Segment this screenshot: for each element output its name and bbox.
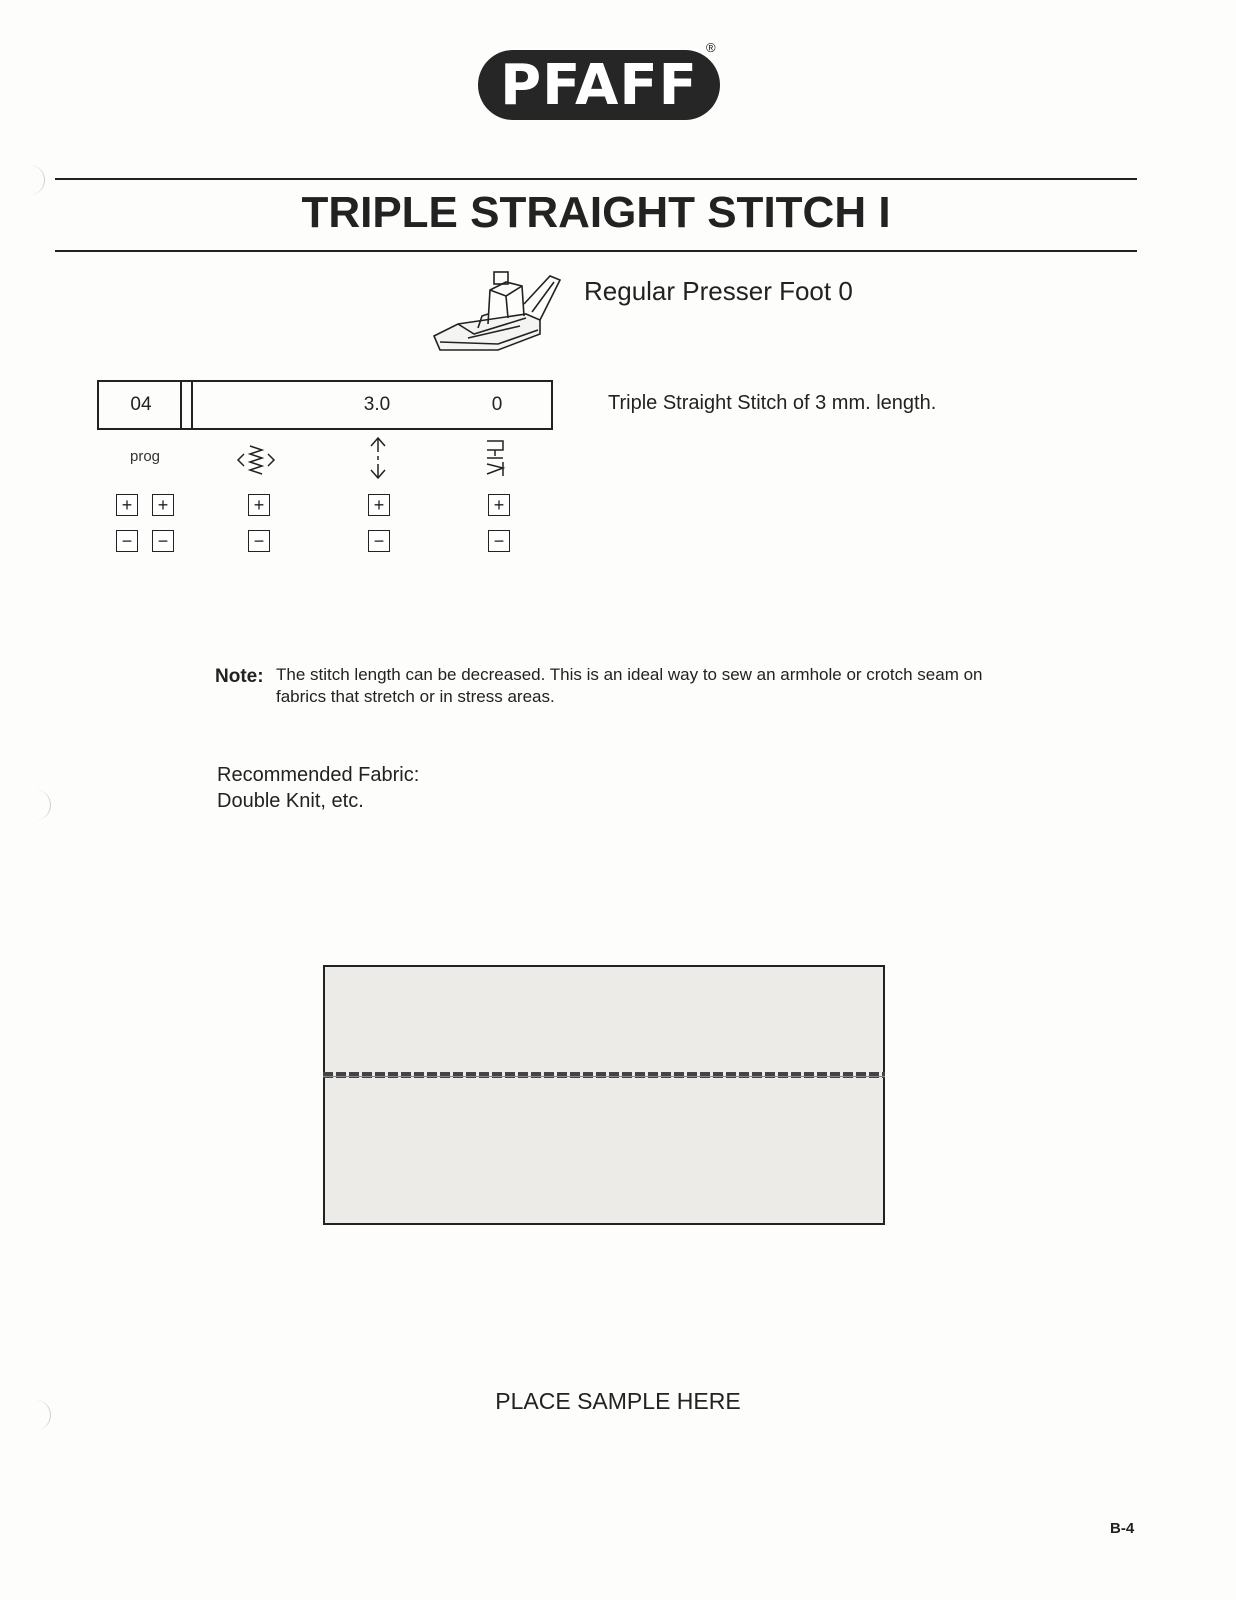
binder-hole-top [30,165,45,195]
stitch-length-value: 3.0 [363,394,391,415]
needle-position-plus-button[interactable]: + [488,494,510,516]
note-text: The stitch length can be decreased. This is an ideal way to sew an armhole or crotch seam on fabrics that stretch or in stress areas. [276,665,983,706]
stitch-width-minus-button[interactable]: − [248,530,270,552]
zigzag-width-icon [236,440,276,480]
binder-hole-middle [36,790,51,820]
prog-units-minus-button[interactable]: − [152,530,174,552]
needle-position-icon [484,438,506,478]
sample-area [323,965,885,1225]
stitch-line-sample [323,1072,885,1078]
page-number: B-4 [1110,1520,1135,1537]
sample-caption: PLACE SAMPLE HERE [495,1388,741,1414]
note-label: Note: [215,666,264,687]
pfaff-logo: PFAFF [478,50,720,120]
needle-position-value: 0 [491,394,503,415]
prog-tens-minus-button[interactable]: − [116,530,138,552]
prog-units-plus-button[interactable]: + [152,494,174,516]
recommended-fabric-value: Double Knit, etc. [217,790,364,812]
stitch-description: Triple Straight Stitch of 3 mm. length. [608,392,937,414]
display-divider [180,380,182,430]
prog-tens-plus-button[interactable]: + [116,494,138,516]
stitch-width-plus-button[interactable]: + [248,494,270,516]
title-rule-top [55,178,1137,180]
page-title: TRIPLE STRAIGHT STITCH I [301,188,891,237]
recommended-fabric-label: Recommended Fabric: [217,764,420,786]
needle-position-minus-button[interactable]: − [488,530,510,552]
stitch-line-underline [323,1076,885,1077]
stitch-length-minus-button[interactable]: − [368,530,390,552]
stitch-length-plus-button[interactable]: + [368,494,390,516]
registered-mark: ® [706,40,716,55]
title-rule-bottom [55,250,1137,252]
program-number: 04 [130,394,152,415]
prog-label: prog [129,448,161,465]
presser-foot-icon [428,268,568,358]
length-arrows-icon [366,436,390,480]
display-divider [191,380,193,430]
presser-foot-label: Regular Presser Foot 0 [584,276,853,306]
